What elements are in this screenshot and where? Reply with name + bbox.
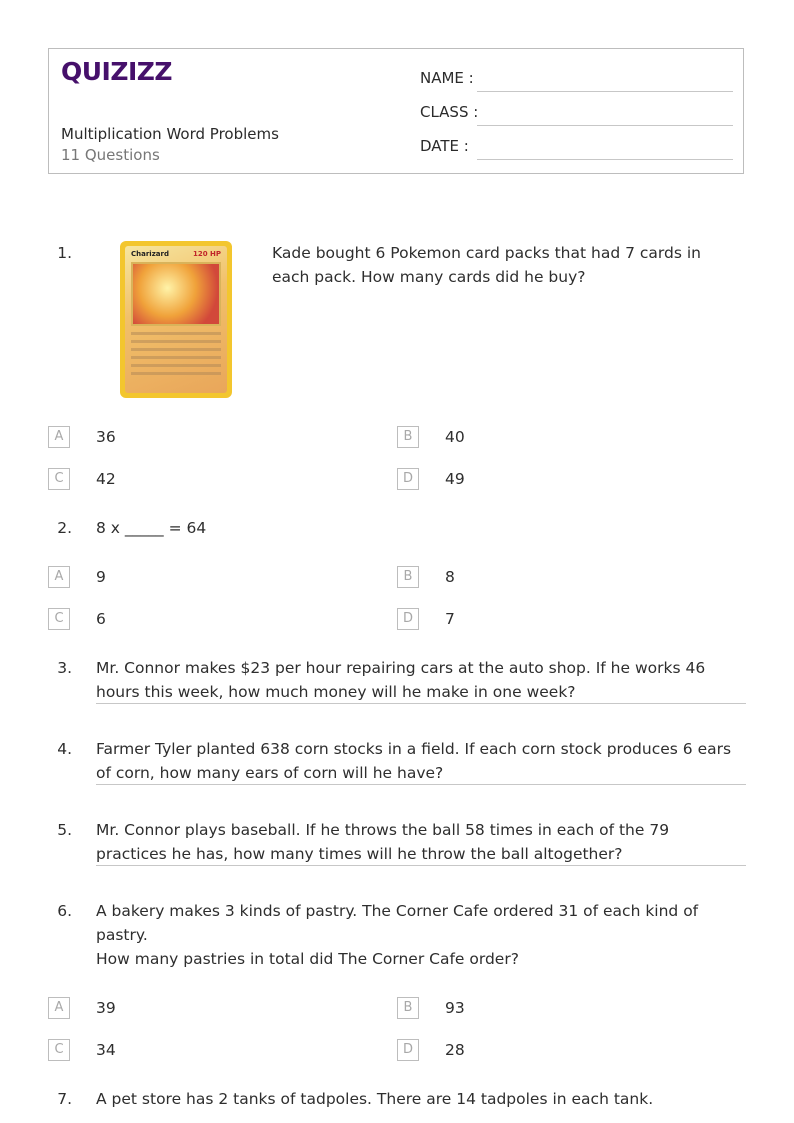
option-d-text: 49	[445, 470, 465, 488]
quizizz-logo: QUIZIZZ	[61, 57, 173, 86]
option-b-box[interactable]: B	[397, 997, 419, 1019]
option-c-box[interactable]: C	[48, 468, 70, 490]
option-d-box[interactable]: D	[397, 468, 419, 490]
option-a-text: 36	[96, 428, 116, 446]
answer-line[interactable]	[96, 865, 746, 866]
option-c-text: 42	[96, 470, 116, 488]
date-label: DATE :	[420, 137, 469, 155]
option-a-box[interactable]: A	[48, 566, 70, 588]
option-b-text: 40	[445, 428, 465, 446]
option-b-box[interactable]: B	[397, 566, 419, 588]
name-label: NAME :	[420, 69, 474, 87]
option-c-box[interactable]: C	[48, 1039, 70, 1061]
question-text: A bakery makes 3 kinds of pastry. The Corner Cafe ordered 31 of each kind of pastry.	[96, 902, 699, 944]
option-c-text: 6	[96, 610, 106, 628]
worksheet-title: Multiplication Word Problems	[61, 125, 279, 143]
date-field[interactable]	[420, 137, 735, 161]
class-label: CLASS :	[420, 103, 479, 121]
question-text: A pet store has 2 tanks of tadpoles. There are 14 tadpoles in each tank.	[96, 1090, 654, 1108]
question-number: 5.	[57, 821, 72, 839]
question-number: 4.	[57, 740, 72, 758]
question-number: 7.	[57, 1090, 72, 1108]
question-text: Farmer Tyler planted 638 corn stocks in a field. If each corn stock produces 6 ears of corn, how many ears of corn will he have?	[96, 740, 732, 782]
option-a-text: 39	[96, 999, 116, 1017]
option-a-box[interactable]: A	[48, 426, 70, 448]
question-text-followup: How many pastries in total did The Corner Cafe order?	[96, 950, 519, 968]
answer-line[interactable]	[96, 784, 746, 785]
question-text: Mr. Connor plays baseball. If he throws the ball 58 times in each of the 79 practices he has, how many times will he throw the ball altogether?	[96, 821, 670, 863]
option-c-box[interactable]: C	[48, 608, 70, 630]
question-text: Kade bought 6 Pokemon card packs that had 7 cards in each pack. How many cards did he buy?	[272, 244, 701, 286]
worksheet-header	[48, 48, 744, 174]
option-d-text: 28	[445, 1041, 465, 1059]
class-line	[477, 125, 733, 126]
pokemon-card-image	[120, 241, 232, 398]
option-b-text: 93	[445, 999, 465, 1017]
question-number: 1.	[57, 244, 72, 262]
date-line	[477, 159, 733, 160]
question-number: 6.	[57, 902, 72, 920]
card-text-lines	[131, 332, 221, 387]
question-text: Mr. Connor makes $23 per hour repairing cars at the auto shop. If he works 46 hours this week, how much money will he make in one week?	[96, 659, 706, 701]
card-name: Charizard	[131, 250, 169, 258]
option-b-box[interactable]: B	[397, 426, 419, 448]
answer-line[interactable]	[96, 703, 746, 704]
question-count: 11 Questions	[61, 146, 160, 164]
option-d-box[interactable]: D	[397, 1039, 419, 1061]
name-field[interactable]	[420, 69, 735, 93]
card-hp: 120 HP	[192, 250, 221, 258]
option-c-text: 34	[96, 1041, 116, 1059]
option-a-text: 9	[96, 568, 106, 586]
name-line	[477, 91, 733, 92]
card-artwork	[131, 262, 221, 326]
question-number: 2.	[57, 519, 72, 537]
option-a-box[interactable]: A	[48, 997, 70, 1019]
question-text: 8 x _____ = 64	[96, 519, 207, 537]
option-d-text: 7	[445, 610, 455, 628]
question-number: 3.	[57, 659, 72, 677]
option-d-box[interactable]: D	[397, 608, 419, 630]
class-field[interactable]	[420, 103, 735, 127]
card-face	[125, 246, 227, 393]
option-b-text: 8	[445, 568, 455, 586]
